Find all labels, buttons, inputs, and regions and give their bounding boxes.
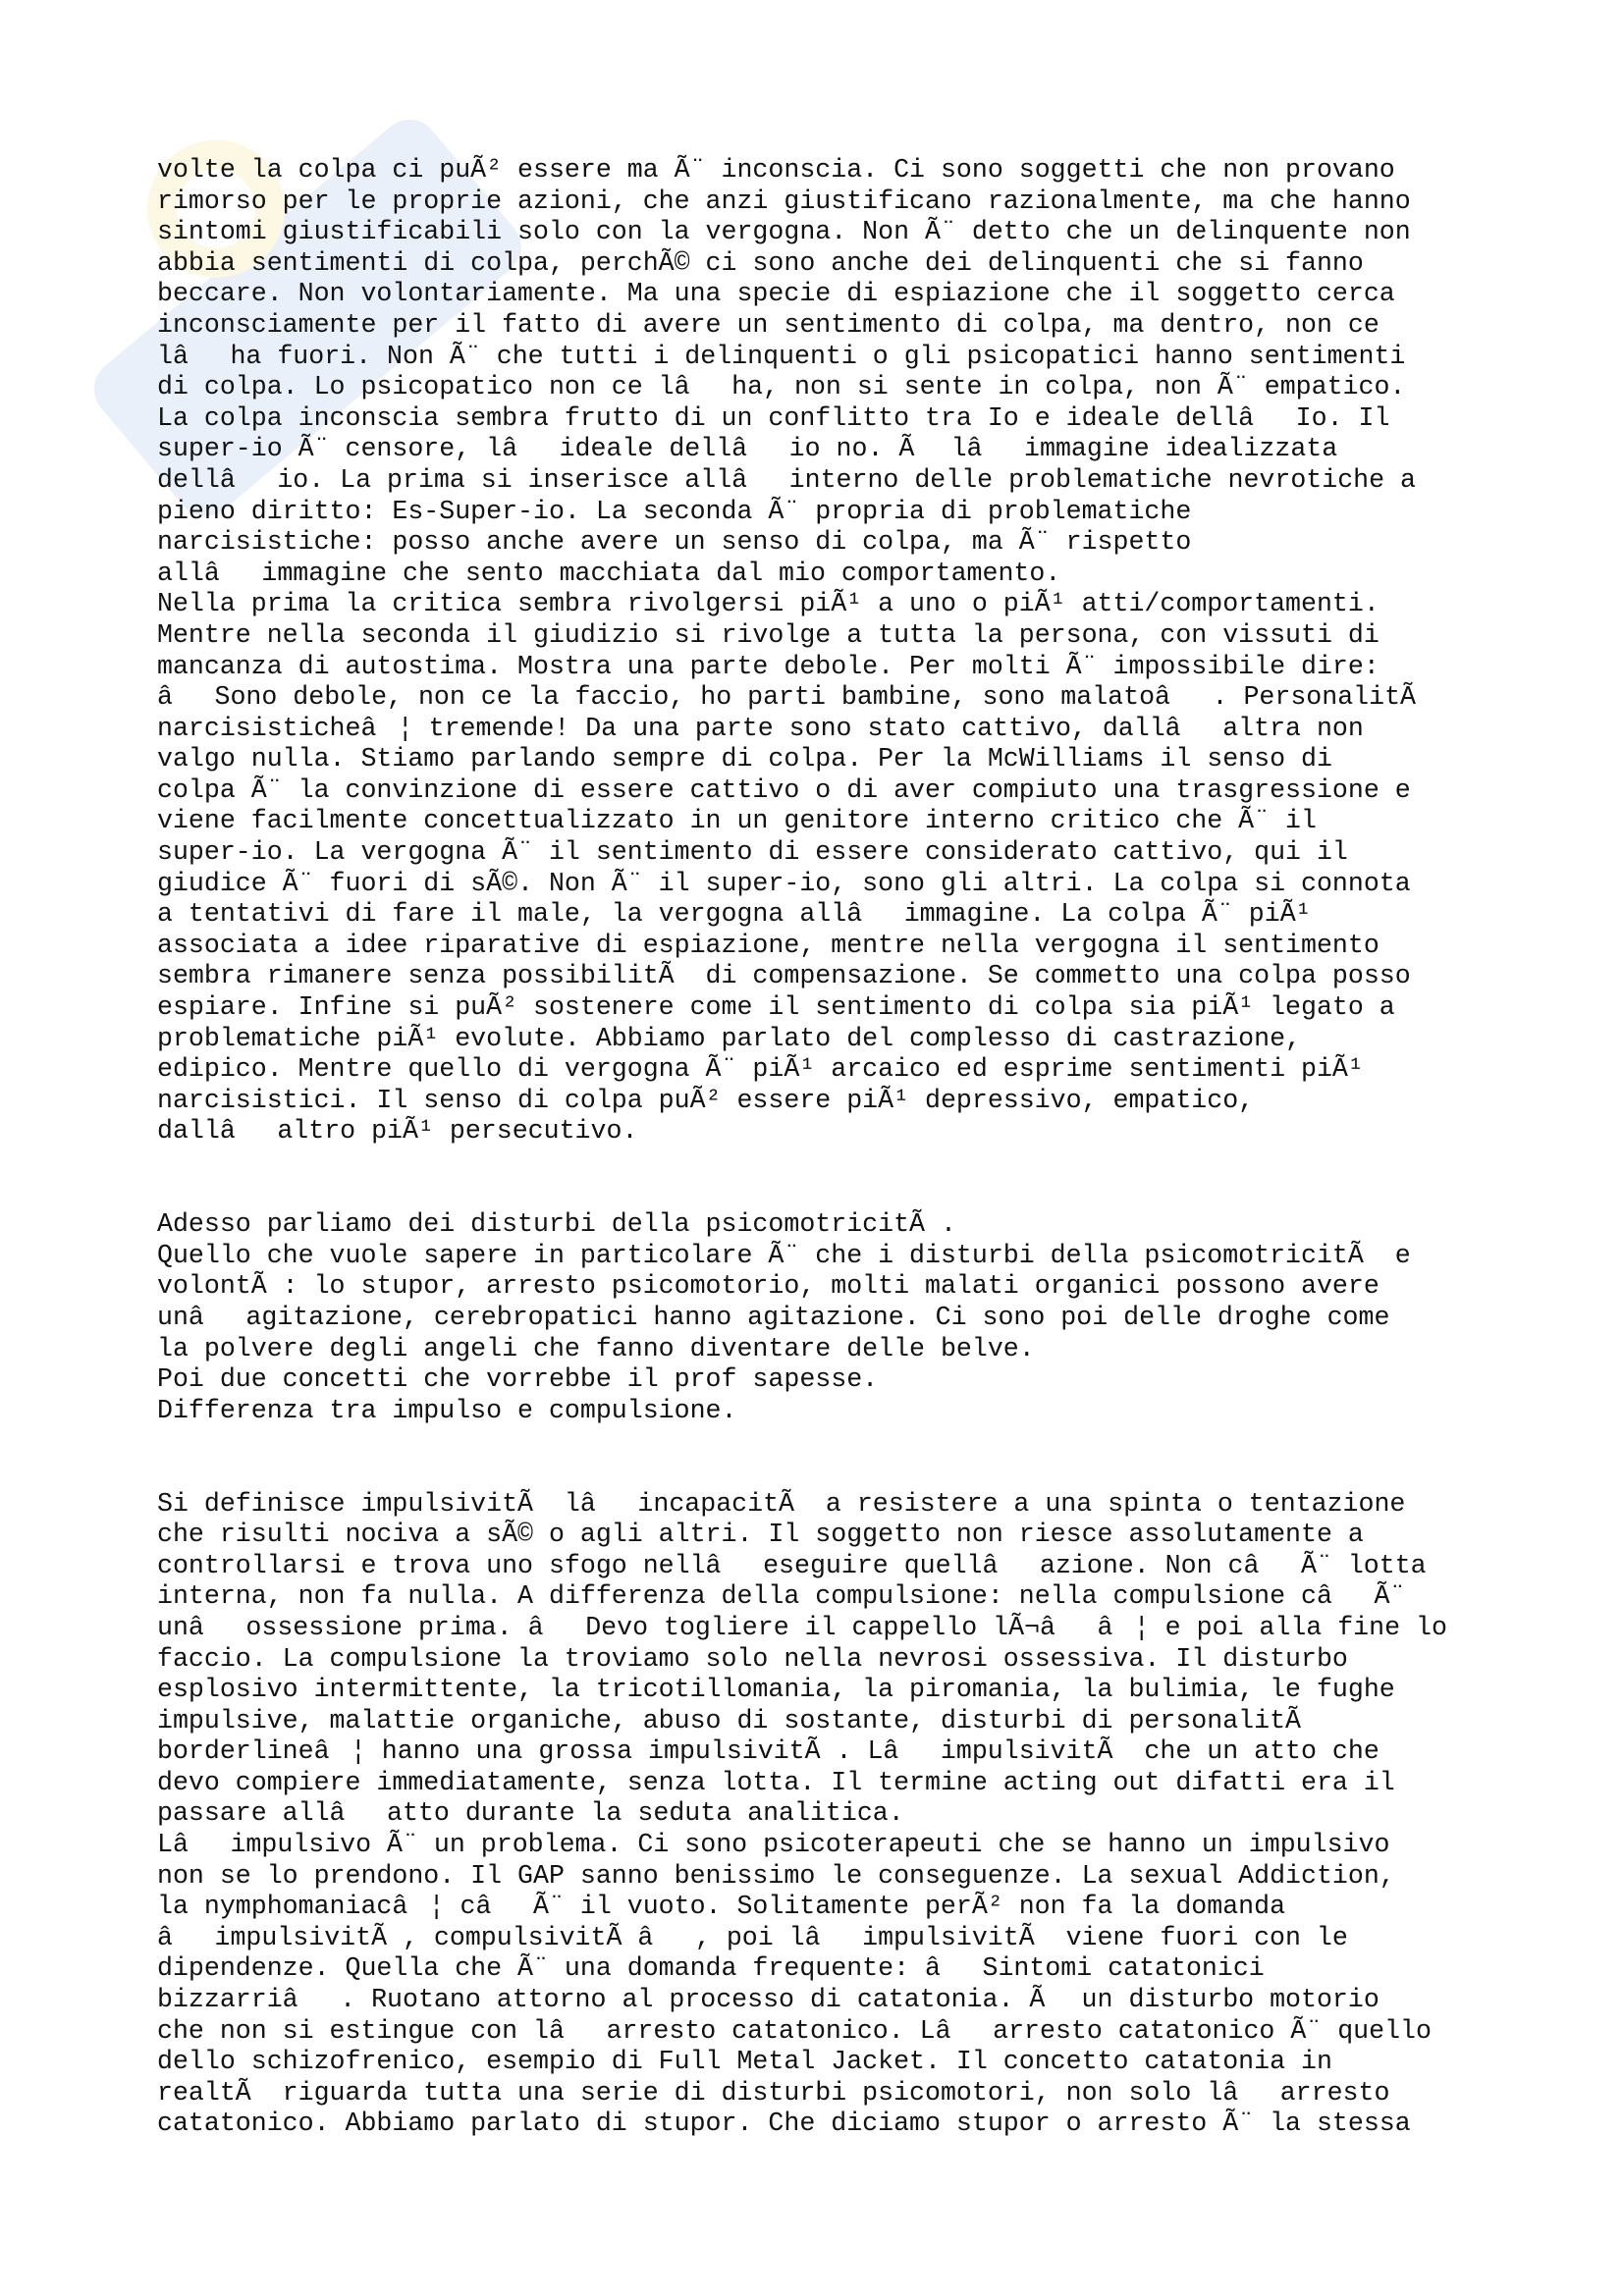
text-line: borderlineâ¦ hanno una grossa impulsivitÃ . LâimpulsivitÃ che un atto che bbox=[157, 1736, 1380, 1767]
text-line: devo compiere immediatamente, senza lotta. Il termine acting out difatti era il bbox=[157, 1767, 1395, 1797]
text-line: volte la colpa ci puÃ² essere ma Ã¨ inconscia. Ci sono soggetti che non provano bbox=[157, 155, 1395, 185]
text-line: Mentre nella seconda il giudizio si rivolge a tutta la persona, con vissuti di bbox=[157, 619, 1380, 650]
text-line: allâimmagine che sento macchiata dal mio comportamento. bbox=[157, 558, 1061, 588]
text-line: passare allâatto durante la seduta analitica. bbox=[157, 1798, 904, 1829]
text-line: giudice Ã¨ fuori di sÃ©. Non Ã¨ il super-io, sono gli altri. La colpa si connota bbox=[157, 868, 1411, 898]
text-line: narcisisticheâ¦ tremende! Da una parte sono stato cattivo, dallâaltra non bbox=[157, 713, 1364, 743]
text-line: volontÃ : lo stupor, arresto psicomotorio, molti malati organici possono avere bbox=[157, 1271, 1380, 1302]
text-line: Differenza tra impulso e compulsione. bbox=[157, 1395, 737, 1425]
text-line: dellâio. La prima si inserisce allâinterno delle problematiche nevrotiche a bbox=[157, 464, 1417, 495]
text-line: beccare. Non volontariamente. Ma una specie di espiazione che il soggetto cerca bbox=[157, 279, 1395, 309]
text-line: La colpa inconscia sembra frutto di un conflitto tra Io e ideale dellâIo. Il bbox=[157, 402, 1390, 433]
text-line: Si definisce impulsivitÃ lâincapacitÃ a resistere a una spinta o tentazione bbox=[157, 1488, 1406, 1519]
text-line: pieno diritto: Es-Super-io. La seconda Ã¨ propria di problematiche bbox=[157, 496, 1192, 526]
text-line: associata a idee riparative di espiazione, mentre nella vergogna il sentimento bbox=[157, 930, 1380, 960]
text-line: problematiche piÃ¹ evolute. Abbiamo parlato del complesso di castrazione, bbox=[157, 1023, 1301, 1053]
text-line: sintomi giustificabili solo con la vergogna. Non Ã¨ detto che un delinquente non bbox=[157, 217, 1411, 247]
text-line: sembra rimanere senza possibilitÃ di compensazione. Se commetto una colpa posso bbox=[157, 961, 1411, 991]
text-line: super-io Ã¨ censore, lâideale dellâio no. Ã lâimmagine idealizzata bbox=[157, 434, 1338, 464]
text-line: interna, non fa nulla. A differenza della compulsione: nella compulsione câÃ¨ bbox=[157, 1581, 1406, 1612]
text-line: Quello che vuole sapere in particolare Ã¨ che i disturbi della psicomotricitÃ e bbox=[157, 1240, 1411, 1270]
text-line: a tentativi di fare il male, la vergogna allâimmagine. La colpa Ã¨ piÃ¹ bbox=[157, 899, 1312, 930]
text-line: narcisistiche: posso anche avere un senso di colpa, ma Ã¨ rispetto bbox=[157, 527, 1192, 558]
text-line: unâossessione prima. âDevo togliere il cappello lÃ¬ââ¦ e poi alla fine lo bbox=[157, 1612, 1447, 1642]
text-line bbox=[157, 1458, 1532, 1489]
text-line: dello schizofrenico, esempio di Full Metal Jacket. Il concetto catatonia in bbox=[157, 2047, 1332, 2077]
text-line: edipico. Mentre quello di vergogna Ã¨ piÃ¹ arcaico ed esprime sentimenti piÃ¹ bbox=[157, 1054, 1364, 1085]
text-line: âSono debole, non ce la faccio, ho parti bambine, sono malatoâ. PersonalitÃ bbox=[157, 682, 1417, 713]
text-line: la polvere degli angeli che fanno diventare delle belve. bbox=[157, 1333, 1035, 1363]
text-line: esplosivo intermittente, la tricotillomania, la piromania, la bulimia, le fughe bbox=[157, 1675, 1395, 1705]
text-line bbox=[157, 1426, 1532, 1458]
text-line: viene facilmente concettualizzato in un genitore interno critico che Ã¨ il bbox=[157, 806, 1317, 836]
text-line: di colpa. Lo psicopatico non ce lâha, non si sente in colpa, non Ã¨ empatico. bbox=[157, 372, 1406, 402]
text-line: inconsciamente per il fatto di avere un sentimento di colpa, ma dentro, non ce bbox=[157, 309, 1380, 340]
text-line: la nymphomaniacâ¦ câÃ¨ il vuoto. Solitamente perÃ² non fa la domanda bbox=[157, 1892, 1286, 1922]
text-line bbox=[157, 1179, 1532, 1210]
text-line bbox=[157, 1148, 1532, 1179]
text-line: faccio. La compulsione la troviamo solo nella nevrosi ossessiva. Il disturbo bbox=[157, 1643, 1348, 1674]
text-line: controllarsi e trova uno sfogo nellâeseguire quellâazione. Non câÃ¨ lotta bbox=[157, 1550, 1427, 1580]
text-line: non se lo prendono. Il GAP sanno benissimo le conseguenze. La sexual Addiction, bbox=[157, 1860, 1395, 1891]
text-line: dallâaltro piÃ¹ persecutivo. bbox=[157, 1116, 638, 1147]
text-line: che non si estingue con lâarresto catatonico. Lâarresto catatonico Ã¨ quello bbox=[157, 2015, 1432, 2046]
text-line: valgo nulla. Stiamo parlando sempre di colpa. Per la McWilliams il senso di bbox=[157, 744, 1332, 774]
text-line: espiare. Infine si puÃ² sostenere come il sentimento di colpa sia piÃ¹ legato a bbox=[157, 992, 1395, 1023]
text-line: abbia sentimenti di colpa, perchÃ© ci sono anche dei delinquenti che si fanno bbox=[157, 247, 1364, 278]
document-body bbox=[157, 155, 1532, 2140]
text-line: âimpulsivitÃ , compulsivitÃ â, poi lâimpulsivitÃ viene fuori con le bbox=[157, 1922, 1348, 1952]
text-line: che risulti nociva a sÃ© o agli altri. Il soggetto non riesce assolutamente a bbox=[157, 1520, 1364, 1550]
text-line: mancanza di autostima. Mostra una parte debole. Per molti Ã¨ impossibile dire: bbox=[157, 651, 1380, 681]
text-line: lâha fuori. Non Ã¨ che tutti i delinquenti o gli psicopatici hanno sentimenti bbox=[157, 341, 1406, 371]
text-line: Poi due concetti che vorrebbe il prof sapesse. bbox=[157, 1364, 879, 1395]
text-line: dipendenze. Quella che Ã¨ una domanda frequente: âSintomi catatonici bbox=[157, 1953, 1265, 1984]
text-line: unâagitazione, cerebropatici hanno agitazione. Ci sono poi delle droghe come bbox=[157, 1302, 1390, 1332]
text-line: Nella prima la critica sembra rivolgersi piÃ¹ a uno o piÃ¹ atti/comportamenti. bbox=[157, 589, 1380, 619]
text-line: Adesso parliamo dei disturbi della psicomotricitÃ . bbox=[157, 1209, 956, 1240]
text-line: catatonico. Abbiamo parlato di stupor. Che diciamo stupor o arresto Ã¨ la stessa bbox=[157, 2109, 1411, 2139]
text-line: narcisistici. Il senso di colpa puÃ² essere piÃ¹ depressivo, empatico, bbox=[157, 1085, 1255, 1115]
text-line: rimorso per le proprie azioni, che anzi giustificano razionalmente, ma che hanno bbox=[157, 186, 1411, 216]
text-line: impulsive, malattie organiche, abuso di sostante, disturbi di personalitÃ bbox=[157, 1705, 1301, 1735]
text-line: Lâimpulsivo Ã¨ un problema. Ci sono psicoterapeuti che se hanno un impulsivo bbox=[157, 1830, 1390, 1860]
text-line: realtÃ riguarda tutta una serie di disturbi psicomotori, non solo lâarresto bbox=[157, 2077, 1390, 2108]
text-line: super-io. La vergogna Ã¨ il sentimento di essere considerato cattivo, qui il bbox=[157, 837, 1348, 868]
text-line: colpa Ã¨ la convinzione di essere cattivo o di aver compiuto una trasgressione e bbox=[157, 774, 1411, 805]
text-line: bizzarriâ. Ruotano attorno al processo di catatonia. Ã un disturbo motorio bbox=[157, 1985, 1380, 2015]
